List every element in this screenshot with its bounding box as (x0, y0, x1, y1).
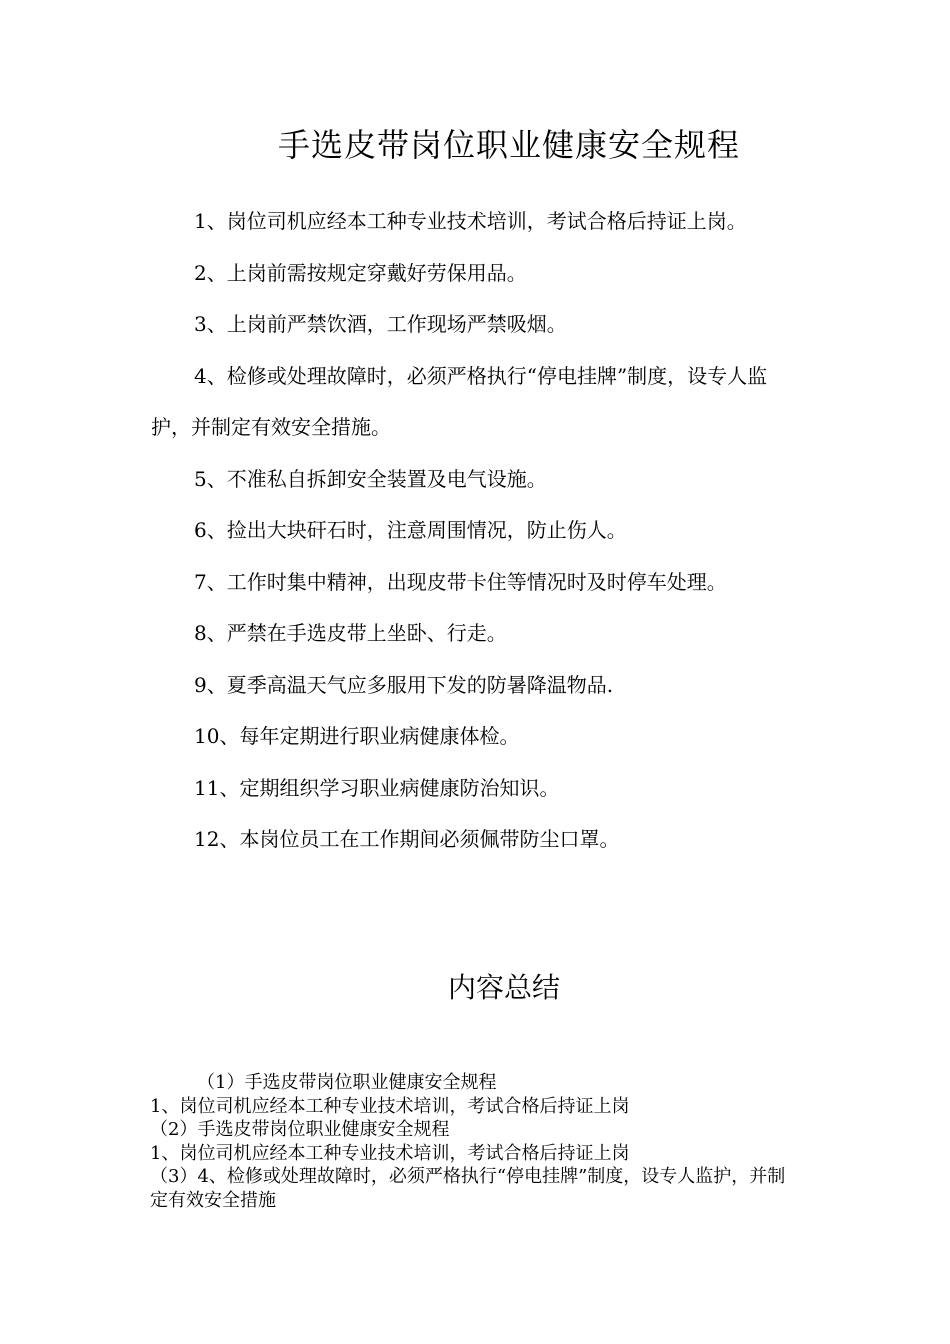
summary-list (150, 1071, 798, 1212)
rule-item: 3、上岗前严禁饮酒，工作现场严禁吸烟。 (194, 312, 567, 336)
rule-item: 7、工作时集中精神，出现皮带卡住等情况时及时停车处理。 (194, 569, 727, 594)
rule-item: 5、不准私自拆卸安全装置及电气设施。 (194, 466, 547, 491)
rule-item: 1、岗位司机应经本工种专业技术培训，考试合格后持证上岗。 (194, 209, 747, 233)
summary-line: （1）手选皮带岗位职业健康安全规程 (197, 1072, 497, 1093)
summary-line: 1、岗位司机应经本工种专业技术培训，考试合格后持证上岗 (150, 1142, 630, 1164)
rule-item: 4、检修或处理故障时，必须严格执行“停电挂牌”制度，设专人监护，并制定有效安全措施。 (151, 363, 768, 439)
document-title: 手选皮带岗位职业健康安全规程 (277, 126, 740, 164)
rule-item: 10、每年定期进行职业病健康体检。 (194, 724, 520, 748)
summary-title: 内容总结 (447, 971, 560, 1004)
rule-item: 9、夏季高温天气应多服用下发的防暑降温物品. (194, 672, 614, 697)
summary-line: （2）手选皮带岗位职业健康安全规程 (150, 1119, 450, 1140)
summary-line: （3）4、检修或处理故障时，必须严格执行“停电挂牌”制度，设专人监护，并制定有效安全措施 (150, 1166, 786, 1211)
rules-list (151, 196, 801, 866)
rule-item: 2、上岗前需按规定穿戴好劳保用品。 (194, 260, 527, 285)
rule-item: 12、本岗位员工在工作期间必须佩带防尘口罩。 (194, 827, 620, 851)
summary-line: 1、岗位司机应经本工种专业技术培训，考试合格后持证上岗 (150, 1095, 630, 1117)
rule-item: 11、定期组织学习职业病健康防治知识。 (194, 775, 560, 800)
rule-item: 6、捡出大块矸石时，注意周围情况，防止伤人。 (194, 518, 627, 542)
rule-item: 8、严禁在手选皮带上坐卧、行走。 (194, 621, 507, 645)
